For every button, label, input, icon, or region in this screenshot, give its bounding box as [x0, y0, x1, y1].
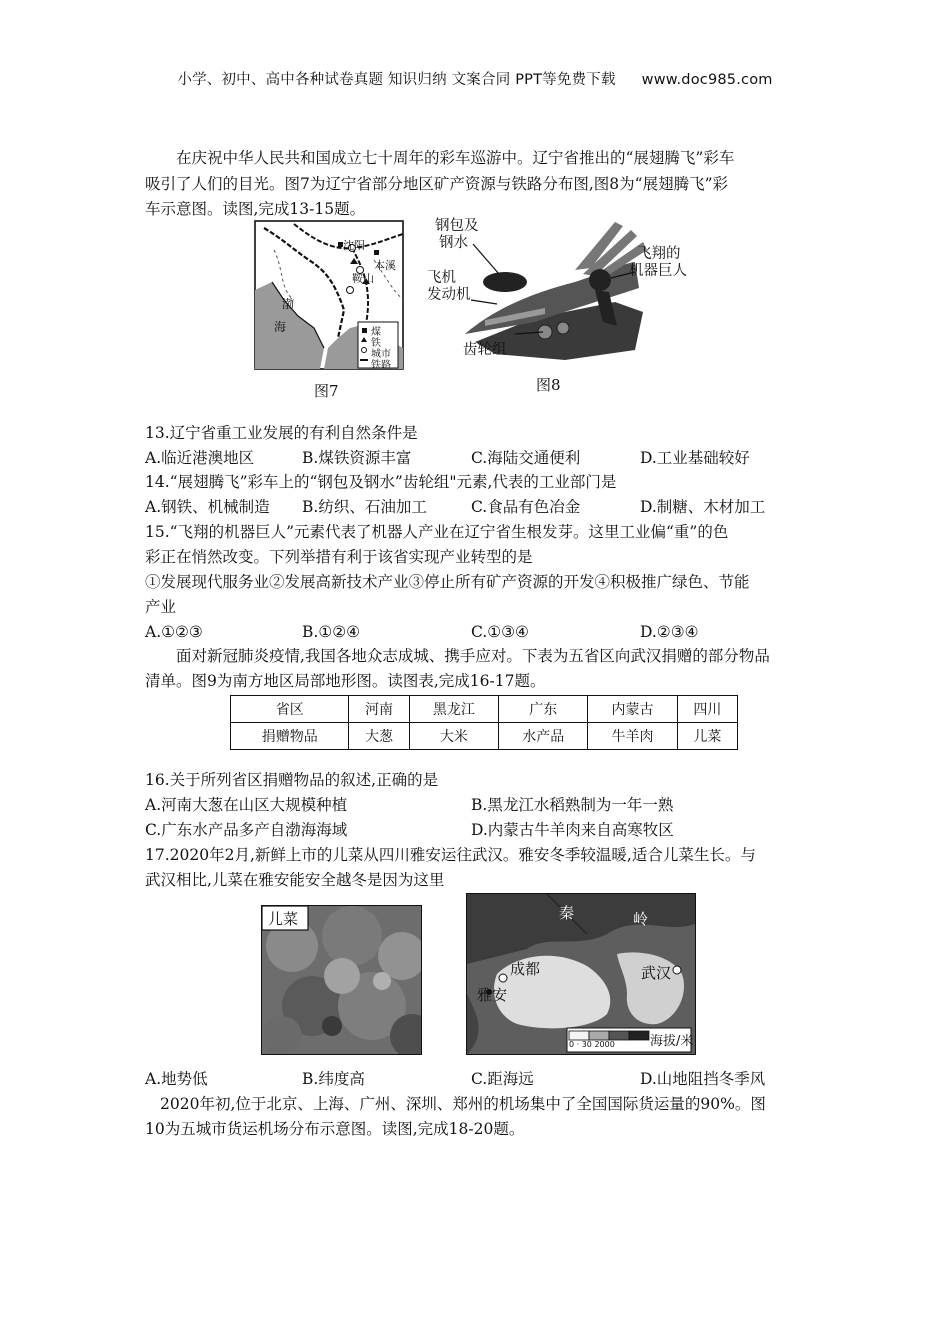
intro3-line2: 10为五城市货运机场分布示意图。读图,完成18-20题。 — [145, 1120, 525, 1138]
figure-8-caption: 图8 — [536, 376, 561, 394]
intro3-line1: 2020年初,位于北京、上海、广州、深圳、郑州的机场集中了全国国际货运量的90%。图 — [160, 1095, 766, 1113]
header-site-link[interactable]: www.doc985.com — [641, 72, 773, 88]
q16-stem: 16.关于所列省区捐赠物品的叙述,正确的是 — [145, 771, 439, 789]
q13-option-d[interactable]: D.工业基础较好 — [640, 449, 750, 467]
table-cell: 儿菜 — [677, 723, 737, 750]
q13-option-c[interactable]: C.海陆交通便利 — [471, 449, 581, 467]
label-steel-2: 钢水 — [439, 235, 468, 251]
page-header — [0, 68, 950, 89]
q13-option-a[interactable]: A.临近港澳地区 — [145, 449, 255, 467]
table-cell: 大葱 — [349, 723, 409, 750]
label-wuhan: 武汉 — [641, 964, 672, 982]
q17-option-c[interactable]: C.距海远 — [471, 1070, 534, 1088]
table-cell: 四川 — [677, 696, 737, 723]
table-cell: 黑龙江 — [409, 696, 498, 723]
intro1-line3: 车示意图。读图,完成13-15题。 — [145, 200, 366, 218]
q15-option-a[interactable]: A.①②③ — [145, 623, 203, 641]
legend-city: 城市 — [371, 349, 391, 360]
q16-option-d[interactable]: D.内蒙古牛羊肉来自高寒牧区 — [471, 821, 674, 839]
photo-label: 儿菜 — [268, 910, 299, 928]
table-row-provinces — [231, 696, 738, 723]
table-row-items — [231, 723, 738, 750]
intro1-line2: 吸引了人们的目光。图7为辽宁省部分地区矿产资源与铁路分布图,图8为“展翅腾飞”彩 — [145, 175, 729, 193]
q15-option-c[interactable]: C.①③④ — [471, 623, 529, 641]
q13-stem: 13.辽宁省重工业发展的有利自然条件是 — [145, 424, 418, 442]
label-anshan: 鞍山 — [352, 272, 374, 285]
label-bo: 渤 — [282, 297, 295, 311]
label-gear: 齿轮组 — [463, 342, 507, 358]
q17-option-d[interactable]: D.山地阻挡冬季风 — [640, 1070, 766, 1088]
q13-option-b[interactable]: B.煤铁资源丰富 — [302, 449, 412, 467]
table-cell: 河南 — [349, 696, 409, 723]
legend-coal: 煤 — [371, 327, 381, 338]
q17-option-a[interactable]: A.地势低 — [145, 1070, 208, 1088]
label-ling: 岭 — [633, 910, 649, 928]
figure-7-map — [254, 220, 404, 370]
q16-option-c[interactable]: C.广东水产品多产自渤海海域 — [145, 821, 348, 839]
intro2-line1: 面对新冠肺炎疫情,我国各地众志成城、携手应对。下表为五省区向武汉捐赠的部分物品 — [176, 647, 770, 665]
q14-option-d[interactable]: D.制糖、木材加工 — [640, 498, 766, 516]
table-cell: 捐赠物品 — [231, 723, 349, 750]
table-cell: 大米 — [409, 723, 498, 750]
header-text: 小学、初中、高中各种试卷真题 知识归纳 文案合同 PPT等免费下载 — [177, 72, 616, 88]
label-engine-1: 飞机 — [427, 270, 456, 286]
label-engine-2: 发动机 — [427, 287, 471, 303]
q17-line2: 武汉相比,儿菜在雅安能安全越冬是因为这里 — [145, 871, 445, 889]
q17-line1: 17.2020年2月,新鲜上市的儿菜从四川雅安运往武汉。雅安冬季较温暖,适合儿菜生长。与 — [145, 846, 756, 864]
q15-line4: 产业 — [145, 598, 177, 616]
legend-rail: 铁路 — [371, 360, 391, 371]
label-robot-2: 机器巨人 — [629, 263, 687, 279]
q15-line3: ①发展现代服务业②发展高新技术产业③停止所有矿产资源的开发④积极推广绿色、节能 — [145, 573, 750, 591]
q14-option-a[interactable]: A.钢铁、机械制造 — [145, 498, 270, 516]
q17-option-b[interactable]: B.纬度高 — [302, 1070, 365, 1088]
table-cell: 广东 — [499, 696, 588, 723]
intro1-line1: 在庆祝中华人民共和国成立七十周年的彩车巡游中。辽宁省推出的“展翅腾飞”彩车 — [176, 149, 735, 167]
q15-option-d[interactable]: D.②③④ — [640, 623, 699, 641]
q14-stem: 14.“展翅腾飞”彩车上的“钢包及钢水”齿轮组"元素,代表的工业部门是 — [145, 473, 617, 491]
q15-line1: 15.“飞翔的机器巨人”元素代表了机器人产业在辽宁省生根发芽。这里工业偏“重”的色 — [145, 523, 729, 541]
label-yaan: 雅安 — [477, 986, 508, 1004]
label-benxi: 本溪 — [374, 259, 396, 272]
erxcai-photo — [261, 905, 422, 1055]
q14-option-b[interactable]: B.纺织、石油加工 — [302, 498, 427, 516]
legend-title: 海拔/米 — [650, 1034, 694, 1049]
figure-8-illustration — [425, 218, 695, 362]
label-qin: 秦 — [559, 904, 575, 922]
figure-7-caption: 图7 — [314, 382, 339, 400]
q16-option-a[interactable]: A.河南大葱在山区大规模种植 — [145, 796, 348, 814]
legend-iron: 铁 — [371, 338, 381, 349]
q14-option-c[interactable]: C.食品有色冶金 — [471, 498, 581, 516]
label-hai: 海 — [274, 320, 287, 334]
table-cell: 内蒙古 — [588, 696, 677, 723]
table-cell: 省区 — [231, 696, 349, 723]
label-shenyang: 沈阳 — [343, 239, 365, 252]
donation-table — [230, 695, 738, 750]
figure-9-terrain-map — [466, 893, 696, 1055]
q15-option-b[interactable]: B.①②④ — [302, 623, 361, 641]
legend-ticks: 0 · 30 2000 — [569, 1040, 615, 1049]
q16-option-b[interactable]: B.黑龙江水稻熟制为一年一熟 — [471, 796, 674, 814]
intro2-line2: 清单。图9为南方地区局部地形图。读图表,完成16-17题。 — [145, 672, 546, 690]
table-cell: 牛羊肉 — [588, 723, 677, 750]
label-robot-1: 飞翔的 — [637, 246, 681, 262]
q15-line2: 彩正在悄然改变。下列举措有利于该省实现产业转型的是 — [145, 548, 533, 566]
label-steel-1: 钢包及 — [435, 218, 479, 234]
table-cell: 水产品 — [499, 723, 588, 750]
label-chengdu: 成都 — [510, 960, 541, 978]
